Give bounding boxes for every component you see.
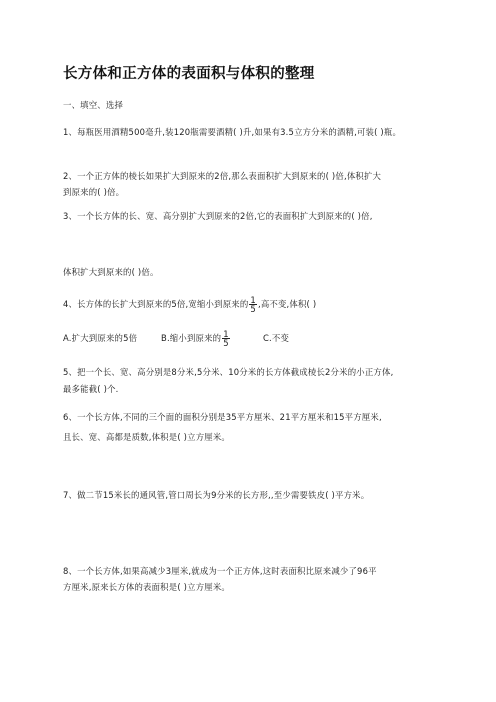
option-b-fraction — [222, 330, 230, 347]
question-2-line-2: 到原来的( )倍。 — [63, 187, 125, 197]
question-6-line-2: 且长、宽、高都是质数,体积是( )立方厘米。 — [63, 432, 231, 442]
option-b — [161, 330, 263, 347]
question-5-line-1: 5、把一个长、宽、高分别是8分米,5分米、10分米的长方体截成棱长2分米的小正方体, — [63, 367, 394, 377]
question-1: 1、每瓶医用酒精500毫升,装120瓶需要酒精( )升,如果有3.5立方分米的酒精,可装( )瓶。 — [63, 127, 402, 137]
option-b-denominator: 5 — [223, 338, 229, 348]
question-7: 7、做二节15米长的通风管,管口周长为9分米的长方形,,至少需要铁皮( )平方米。 — [63, 490, 370, 500]
question-8-line-1: 8、一个长方体,如果高减少3厘米,就成为一个正方体,这时表面积比原来减少了96平 — [63, 566, 377, 576]
question-4-prefix: 4、长方体的长扩大到原来的5倍,宽缩小到原来的 — [63, 299, 249, 309]
fraction-numerator: 1 — [250, 295, 256, 305]
question-4-options — [63, 330, 289, 347]
question-3-line-1: 3、一个长方体的长、宽、高分别扩大到原来的2倍,它的表面积扩大到原来的( )倍, — [63, 211, 373, 221]
question-4 — [63, 296, 316, 313]
question-3-line-2: 体积扩大到原来的( )倍。 — [63, 267, 159, 277]
option-b-label: B.缩小到原来的 — [161, 333, 222, 343]
question-6-line-1: 6、一个长方体,不同的三个面的面积分别是35平方厘米、21平方厘米和15平方厘米, — [63, 412, 382, 422]
question-8-line-2: 方厘米,原来长方体的表面积是( )立方厘米。 — [63, 582, 231, 592]
question-2-line-1: 2、一个正方体的棱长如果扩大到原来的2倍,那么表面积扩大到原来的( )倍,体积扩大 — [63, 171, 382, 181]
page-title: 长方体和正方体的表面积与体积的整理 — [63, 66, 315, 82]
option-a: A.扩大到原来的5倍 — [63, 333, 138, 343]
question-4-suffix: ,高不变,体积( ) — [257, 299, 317, 309]
question-5-line-2: 最多能截( )个. — [63, 384, 119, 394]
option-c: C.不变 — [263, 333, 290, 343]
fraction-denominator: 5 — [250, 304, 256, 314]
option-b-numerator: 1 — [223, 329, 229, 339]
fraction-one-fifth — [249, 296, 257, 313]
section-heading: 一、填空、选择 — [63, 100, 124, 110]
